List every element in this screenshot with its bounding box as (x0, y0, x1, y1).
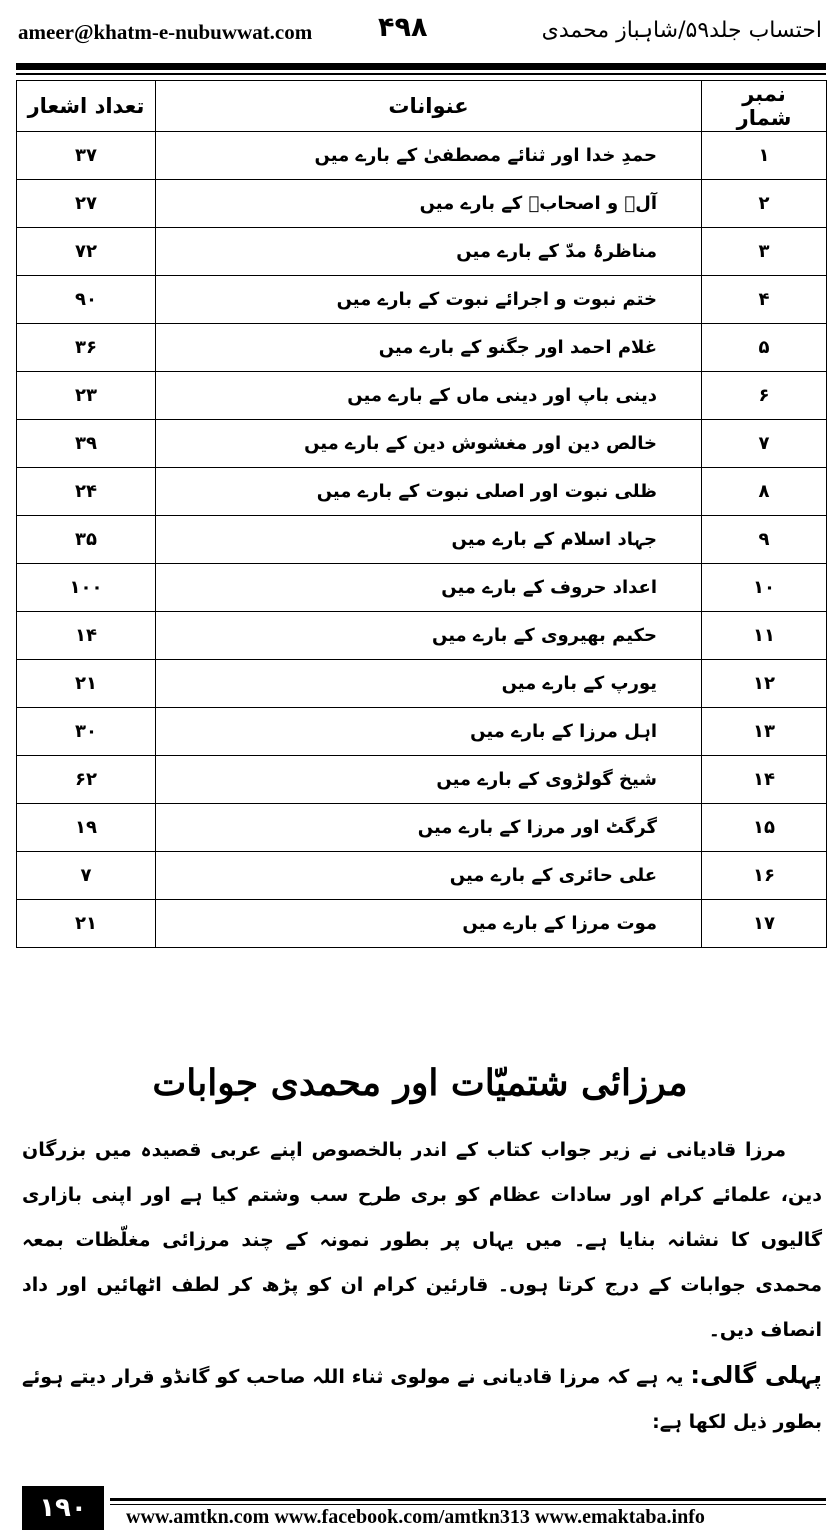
table-row (17, 852, 827, 900)
row-number: ۱ (702, 132, 827, 180)
row-count: ۱۴ (17, 612, 156, 660)
row-count: ۲۷ (17, 180, 156, 228)
table-row (17, 756, 827, 804)
contents-table (16, 80, 827, 948)
table-row (17, 420, 827, 468)
table-row (17, 804, 827, 852)
row-count: ۳۵ (17, 516, 156, 564)
section-title: مرزائی شتمیّات اور محمدی جوابات (152, 1062, 688, 1104)
row-number: ۱۰ (702, 564, 827, 612)
row-topic: ختم نبوت و اجرائے نبوت کے بارے میں (156, 276, 702, 324)
row-count: ۳۶ (17, 324, 156, 372)
page-header (0, 0, 840, 60)
row-count: ۲۱ (17, 660, 156, 708)
row-topic: اہل مرزا کے بارے میں (156, 708, 702, 756)
table-row (17, 228, 827, 276)
row-number: ۲ (702, 180, 827, 228)
body-text (22, 1128, 822, 1445)
column-header-topic: عنوانات (156, 81, 702, 132)
row-topic: جہاد اسلام کے بارے میں (156, 516, 702, 564)
paragraph-lead: پہلی گالی: (690, 1361, 822, 1389)
row-topic: علی حائری کے بارے میں (156, 852, 702, 900)
row-number: ۳ (702, 228, 827, 276)
header-rule-thin (16, 73, 826, 75)
table-row (17, 468, 827, 516)
footer-rule-thick (110, 1498, 826, 1501)
footer-links: www.amtkn.com www.facebook.com/amtkn313 www.emaktaba.info (126, 1506, 705, 1528)
row-topic: دینی باپ اور دینی ماں کے بارے میں (156, 372, 702, 420)
row-topic: حمدِ خدا اور ثنائے مصطفیٰ کے بارے میں (156, 132, 702, 180)
row-count: ۷۲ (17, 228, 156, 276)
row-count: ۲۴ (17, 468, 156, 516)
row-topic: حکیم بھیروی کے بارے میں (156, 612, 702, 660)
row-count: ۶۲ (17, 756, 156, 804)
row-topic: غلام احمد اور جگنو کے بارے میں (156, 324, 702, 372)
table-row (17, 660, 827, 708)
row-count: ۹۰ (17, 276, 156, 324)
footer-rule-thin (110, 1504, 826, 1505)
row-number: ۱۲ (702, 660, 827, 708)
row-topic: اعداد حروف کے بارے میں (156, 564, 702, 612)
row-topic: ظلی نبوت اور اصلی نبوت کے بارے میں (156, 468, 702, 516)
row-topic: گرگٹ اور مرزا کے بارے میں (156, 804, 702, 852)
row-number: ۹ (702, 516, 827, 564)
table-row (17, 276, 827, 324)
row-number: ۱۷ (702, 900, 827, 948)
paragraph-intro: مرزا قادیانی نے زیر جواب کتاب کے اندر بالخصوص اپنے عربی قصیدہ میں بزرگان دین، علمائے کرام اور سادات عظام کو بری طرح سب وشتم کیا ہے اور اپنی بازاری گالیوں کا نشانہ بنایا ہے۔ میں یہاں پر بطور نمونہ کے چند مرزائی مغلّظات بمعہ محمدی جوابات کے درج کرتا ہوں۔ قارئین کرام ان کو پڑھ کر لطف اٹھائیں اور داد انصاف دیں۔ (22, 1139, 822, 1341)
table-row (17, 708, 827, 756)
row-topic: شیخ گولڑوی کے بارے میں (156, 756, 702, 804)
column-header-count: تعداد اشعار (17, 81, 156, 132)
row-number: ۱۳ (702, 708, 827, 756)
row-number: ۶ (702, 372, 827, 420)
table-row (17, 564, 827, 612)
row-topic: مناظرۂ مدّ کے بارے میں (156, 228, 702, 276)
row-number: ۸ (702, 468, 827, 516)
table-header-row (17, 81, 827, 132)
row-number: ۷ (702, 420, 827, 468)
column-header-number: نمبر شمار (702, 81, 827, 132)
row-count: ۳۰ (17, 708, 156, 756)
row-topic: آلؓ و اصحابؓ کے بارے میں (156, 180, 702, 228)
table-row (17, 900, 827, 948)
header-email: ameer@khatm-e-nubuwwat.com (18, 20, 313, 44)
row-count: ۲۱ (17, 900, 156, 948)
row-number: ۵ (702, 324, 827, 372)
row-number: ۱۴ (702, 756, 827, 804)
table-row (17, 372, 827, 420)
row-topic: یورپ کے بارے میں (156, 660, 702, 708)
paragraph-first-abuse (22, 1353, 822, 1445)
row-count: ۳۷ (17, 132, 156, 180)
header-book-title: احتساب جلد۵۹/شاہباز محمدی (541, 18, 822, 43)
row-topic: خالص دین اور مغشوش دین کے بارے میں (156, 420, 702, 468)
row-count: ۷ (17, 852, 156, 900)
row-number: ۱۱ (702, 612, 827, 660)
header-rule-thick (16, 63, 826, 70)
table-row (17, 180, 827, 228)
row-number: ۱۶ (702, 852, 827, 900)
page-footer (14, 1486, 826, 1532)
row-count: ۱۰۰ (17, 564, 156, 612)
row-count: ۱۹ (17, 804, 156, 852)
paragraph-first-abuse-text: یہ ہے کہ مرزا قادیانی نے مولوی ثناء اللہ صاحب کو گانڈو قرار دیتے ہوئے بطور ذیل لکھا ہے: (22, 1366, 822, 1433)
row-number: ۴ (702, 276, 827, 324)
row-count: ۲۳ (17, 372, 156, 420)
footer-page-number: ۱۹۰ (22, 1486, 104, 1530)
table-row (17, 132, 827, 180)
table-row (17, 612, 827, 660)
header-page-number: ۴۹۸ (378, 12, 428, 43)
table-row (17, 324, 827, 372)
table-row (17, 516, 827, 564)
row-topic: موت مرزا کے بارے میں (156, 900, 702, 948)
row-count: ۳۹ (17, 420, 156, 468)
row-number: ۱۵ (702, 804, 827, 852)
